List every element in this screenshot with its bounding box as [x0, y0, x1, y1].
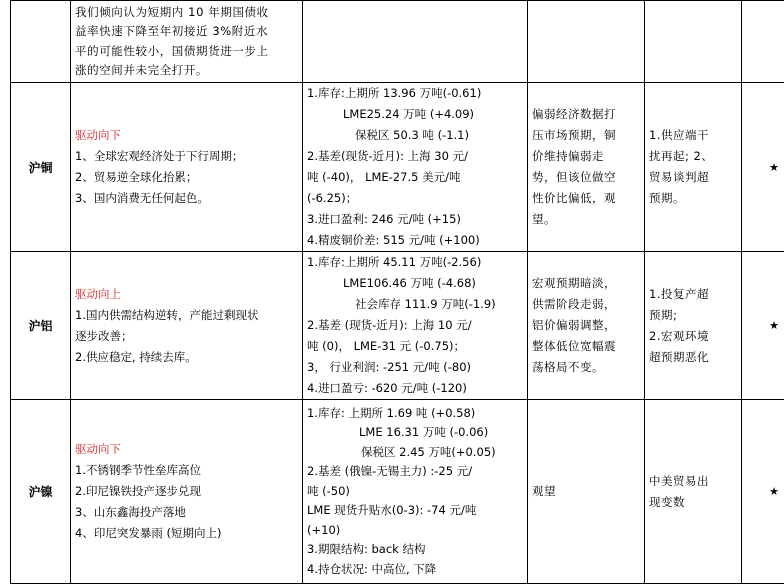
data-line: 保税区 2.45 万吨(+0.05) [307, 443, 523, 463]
driver-heading: 驱动向上 [75, 284, 298, 305]
driver-line: 1、全球宏观经济处于下行周期； [75, 146, 298, 167]
view-line: 价维持偏弱走 [532, 146, 640, 167]
data-cell [303, 400, 528, 584]
rating-cell [742, 1, 784, 83]
driver-line: 涨的空间并未完全打开。 [75, 61, 298, 81]
data-line: 1.库存:上期所 13.96 万吨(-0.61) [307, 83, 523, 104]
view-line: 压市场预期，铜 [532, 125, 640, 146]
driver-line: 1.不锈钢季节性垒库高位 [75, 460, 298, 481]
rating-star: ★ [742, 252, 784, 400]
data-line: 3.期限结构: back 结构 [307, 540, 523, 560]
data-line: 吨 (-50) [307, 482, 523, 502]
risk-line: 超预期恶化 [649, 347, 737, 368]
data-line: 2.基差(现货-近月): 上海 30 元/ [307, 146, 523, 167]
data-line: 保税区 50.3 吨 (-1.1) [307, 125, 523, 146]
driver-line: 4、印尼突发暴雨 (短期向上) [75, 523, 298, 544]
name-cell [11, 1, 71, 83]
driver-cell [71, 252, 303, 400]
rating-star: ★ [742, 83, 784, 252]
commodity-table [10, 0, 784, 584]
commodity-name: 沪镍 [11, 400, 71, 584]
data-line: (+10) [307, 521, 523, 541]
view-line: 偏弱经济数据打 [532, 104, 640, 125]
risk-line: 贸易谈判超 [649, 167, 737, 188]
table-row [11, 83, 784, 252]
view-line: 势，但该位做空 [532, 167, 640, 188]
risk-line: 现变数 [649, 492, 737, 513]
driver-cell [71, 400, 303, 584]
risk-cell [645, 252, 742, 400]
driver-cell [71, 1, 303, 83]
data-line: 吨 (0)， LME-31 元 (-0.75)； [307, 336, 523, 357]
driver-heading: 驱动向下 [75, 125, 298, 146]
driver-cell [71, 83, 303, 252]
commodity-name: 沪铜 [11, 83, 71, 252]
risk-line: 2.宏观环境 [649, 326, 737, 347]
data-line: LME25.24 万吨 (+4.09) [307, 104, 523, 125]
driver-line: 1.国内供需结构逆转，产能过剩现状 [75, 305, 298, 326]
view-line: 性价比偏低，观 [532, 188, 640, 209]
risk-line: 中美贸易出 [649, 471, 737, 492]
risk-line: 1.供应端干 [649, 125, 737, 146]
driver-line: 2.印尼镍铁投产逐步兑现 [75, 481, 298, 502]
driver-line: 逐步改善； [75, 326, 298, 347]
data-line: 4.精废铜价差: 515 元/吨 (+100) [307, 230, 523, 251]
view-cell [528, 1, 645, 83]
data-line: (-6.25)； [307, 188, 523, 209]
driver-line: 我们倾向认为短期内 10 年期国债收 [75, 3, 298, 23]
view-cell [528, 252, 645, 400]
view-line: 望。 [532, 209, 640, 230]
driver-heading: 驱动向下 [75, 439, 298, 460]
table-row [11, 252, 784, 400]
data-line: 1.库存:上期所 45.11 万吨(-2.56) [307, 252, 523, 273]
view-cell [528, 83, 645, 252]
data-cell [303, 252, 528, 400]
driver-line: 3、国内消费无任何起色。 [75, 188, 298, 209]
data-line: 4.进口盈亏: -620 元/吨 (-120) [307, 378, 523, 399]
driver-line: 益率快速下降至年初接近 3%附近水 [75, 22, 298, 42]
table-row [11, 1, 784, 83]
table-row [11, 400, 784, 584]
driver-line: 平的可能性较小，国债期货进一步上 [75, 42, 298, 62]
data-line: 3， 行业利润: -251 元/吨 (-80) [307, 357, 523, 378]
data-line: 2.基差 (俄镍-无锡主力) :-25 元/ [307, 462, 523, 482]
data-cell [303, 1, 528, 83]
data-line: 社会库存 111.9 万吨(-1.9) [307, 294, 523, 315]
risk-cell [645, 83, 742, 252]
data-line: 4.持仓状况: 中高位, 下降 [307, 560, 523, 580]
driver-line: 2、贸易逆全球化抬累； [75, 167, 298, 188]
data-cell [303, 83, 528, 252]
view-line: 铝价偏弱调整， [532, 315, 640, 336]
data-line: LME106.46 万吨 (-4.68) [307, 273, 523, 294]
data-line: LME 16.31 万吨 (-0.06) [307, 423, 523, 443]
risk-line: 1.投复产超 [649, 284, 737, 305]
view-line: 宏观预期暗淡， [532, 273, 640, 294]
data-line: 2.基差 (现货-近月): 上海 10 元/ [307, 315, 523, 336]
commodity-name: 沪铝 [11, 252, 71, 400]
view-cell [528, 400, 645, 584]
data-line: 1.库存: 上期所 1.69 吨 (+0.58) [307, 404, 523, 424]
risk-line: 扰再起; 2、 [649, 146, 737, 167]
view-line: 整体低位宽幅震 [532, 336, 640, 357]
risk-line: 预期; [649, 305, 737, 326]
risk-line: 预期。 [649, 188, 737, 209]
risk-cell [645, 400, 742, 584]
data-line: LME 现货升贴水(0-3): -74 元/吨 [307, 501, 523, 521]
view-line: 荡格局不变。 [532, 357, 640, 378]
risk-cell [645, 1, 742, 83]
view-line: 供需阶段走弱， [532, 294, 640, 315]
data-line: 吨 (-40)， LME-27.5 美元/吨 [307, 167, 523, 188]
driver-line: 3、山东鑫海投产落地 [75, 502, 298, 523]
view-line: 观望 [532, 481, 640, 502]
data-line: 3.进口盈利: 246 元/吨 (+15) [307, 209, 523, 230]
rating-star: ★ [742, 400, 784, 584]
driver-line: 2.供应稳定, 持续去库。 [75, 347, 298, 368]
